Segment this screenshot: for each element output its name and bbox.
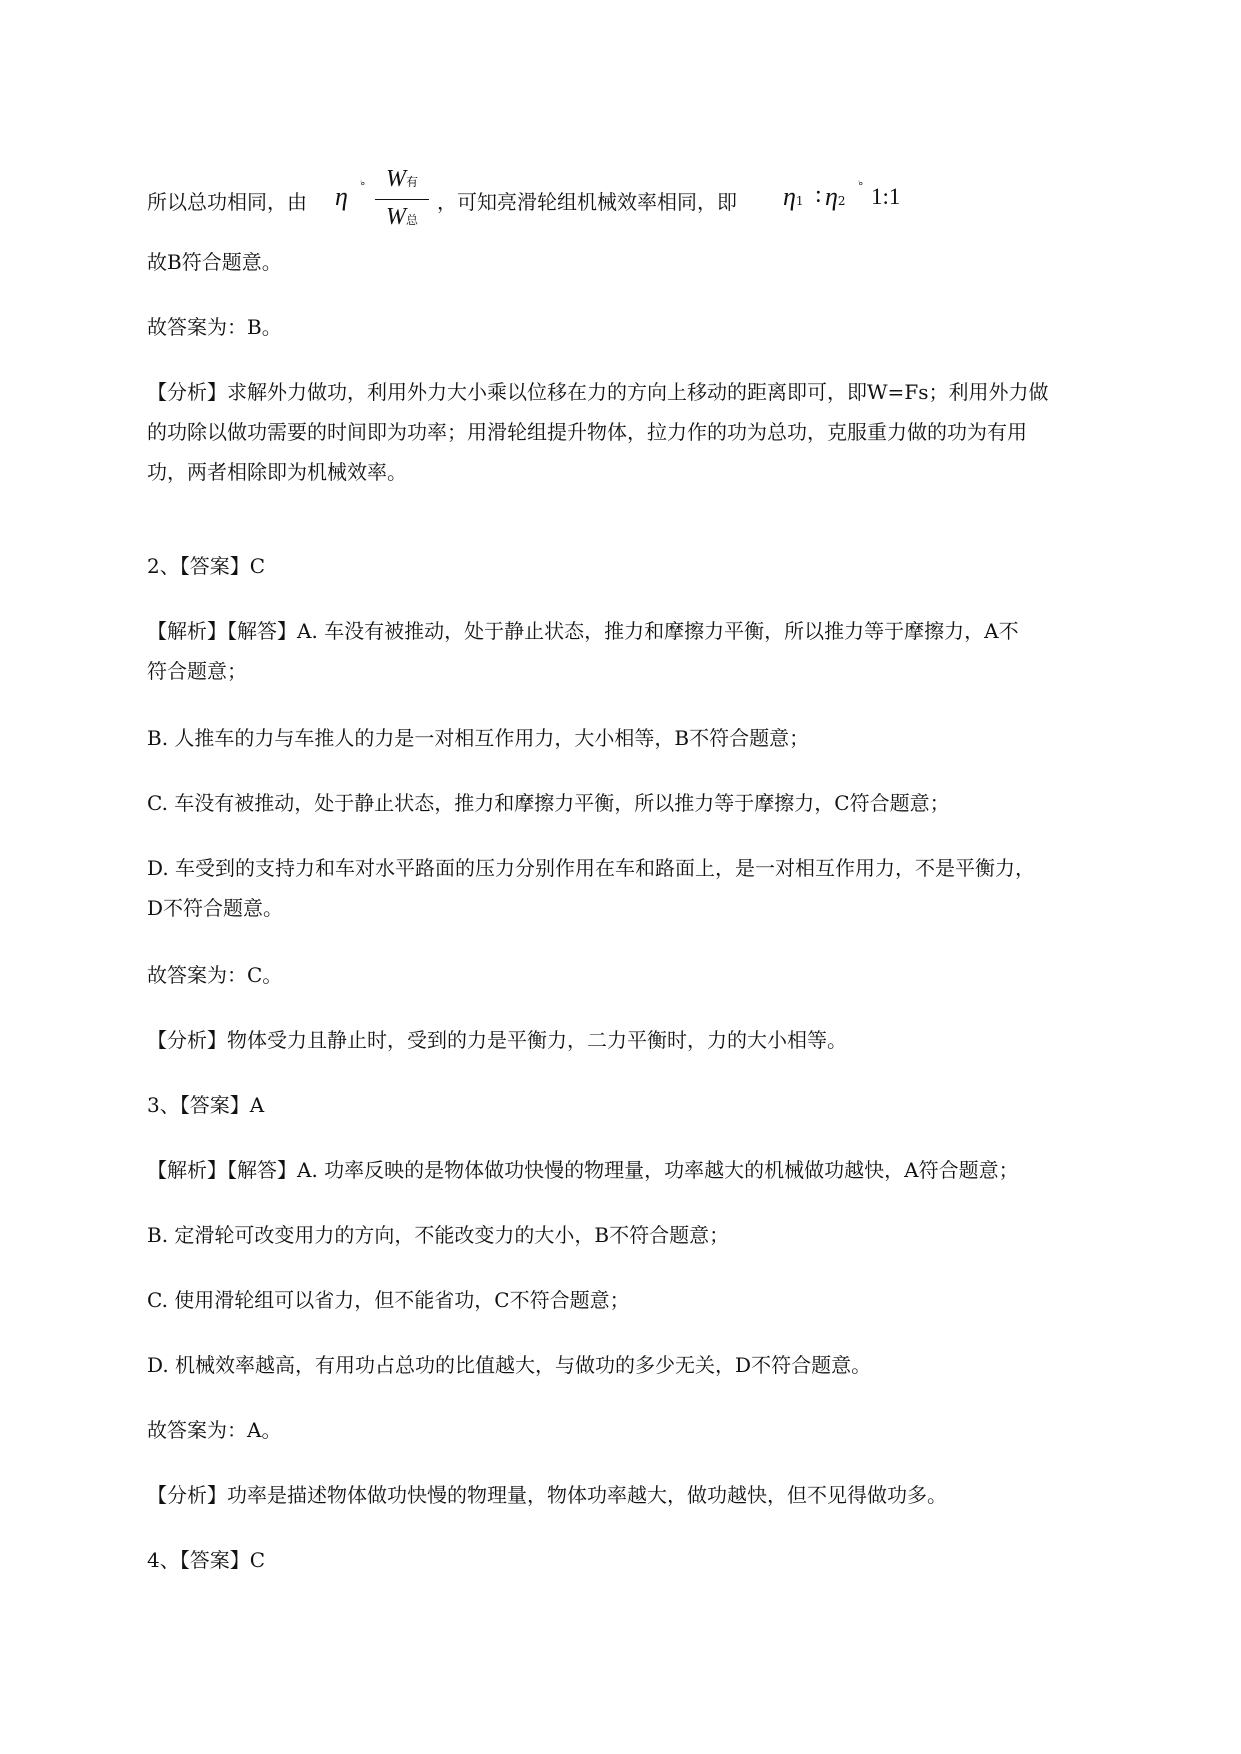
formula-prefix: 所以总功相同，由 <box>147 190 307 214</box>
eta2-symbol: η2 <box>825 182 846 211</box>
formula-dots-2: ׄ° <box>859 180 863 193</box>
option-b-text: B. 人推车的力与车推人的力是一对相互作用力，大小相等，B不符合题意； <box>147 726 810 750</box>
analysis-line: 【分析】功率是描述物体做功快慢的物理量，物体功率越大，做功越快，但不见得做功多。 <box>147 1483 947 1507</box>
answer-line: 故答案为：A。 <box>147 1418 282 1442</box>
analysis-paragraph: 【分析】求解外力做功，利用外力大小乘以位移在力的方向上移动的距离即可，即W=Fs；利用外力做 的功除以做功需要的时间即为功率；用滑轮组提升物体，拉力作的功为总功，克服重力做的功为有用 功，两者相除即为机械效率。 <box>147 380 1049 484</box>
solution-paragraph: 【解析】【解答】A. 车没有被推动，处于静止状态，推力和摩擦力平衡，所以推力等于摩擦力，A不 符合题意； <box>147 619 1019 683</box>
ratio-value: 1:1 <box>871 184 901 209</box>
text-line: 故B符合题意。 <box>147 250 282 274</box>
question-heading: 4、【答案】C <box>147 1548 266 1572</box>
formula-dots-1: ׄ° <box>361 180 365 193</box>
analysis-line: 【分析】物体受力且静止时，受到的力是平衡力，二力平衡时，力的大小相等。 <box>147 1028 847 1052</box>
question-heading: 3、【答案】A <box>147 1093 265 1117</box>
option-b-text: B. 定滑轮可改变用力的方向，不能改变力的大小，B不符合题意； <box>147 1223 730 1247</box>
ratio-colon: : <box>815 182 822 208</box>
question-heading: 2、【答案】C <box>147 554 266 578</box>
solution-line: 【解析】【解答】A. 功率反映的是物体做功快慢的物理量，功率越大的机械做功越快，A符合题意； <box>147 1158 1019 1182</box>
fraction-denominator: W总 <box>385 204 418 230</box>
option-d-text: D. 机械效率越高，有用功占总功的比值越大，与做功的多少无关，D不符合题意。 <box>147 1353 872 1377</box>
option-c-text: C. 使用滑轮组可以省力，但不能省功，C不符合题意； <box>147 1288 630 1312</box>
efficiency-formula-line <box>147 164 1167 236</box>
option-d-paragraph: D. 车受到的支持力和车对水平路面的压力分别作用在车和路面上，是一对相互作用力，不是平衡力， D不符合题意。 <box>147 856 1036 920</box>
formula-middle: ，可知亮滑轮组机械效率相同，即 <box>437 190 737 214</box>
eta1-symbol: η1 <box>783 182 804 211</box>
eta-symbol: η <box>335 182 348 211</box>
answer-line: 故答案为：C。 <box>147 963 283 987</box>
fraction-numerator: W有 <box>385 166 418 192</box>
fraction-bar <box>375 199 429 200</box>
efficiency-fraction <box>375 164 429 235</box>
answer-line: 故答案为：B。 <box>147 315 282 339</box>
option-c-text: C. 车没有被推动，处于静止状态，推力和摩擦力平衡，所以推力等于摩擦力，C符合题意； <box>147 791 950 815</box>
